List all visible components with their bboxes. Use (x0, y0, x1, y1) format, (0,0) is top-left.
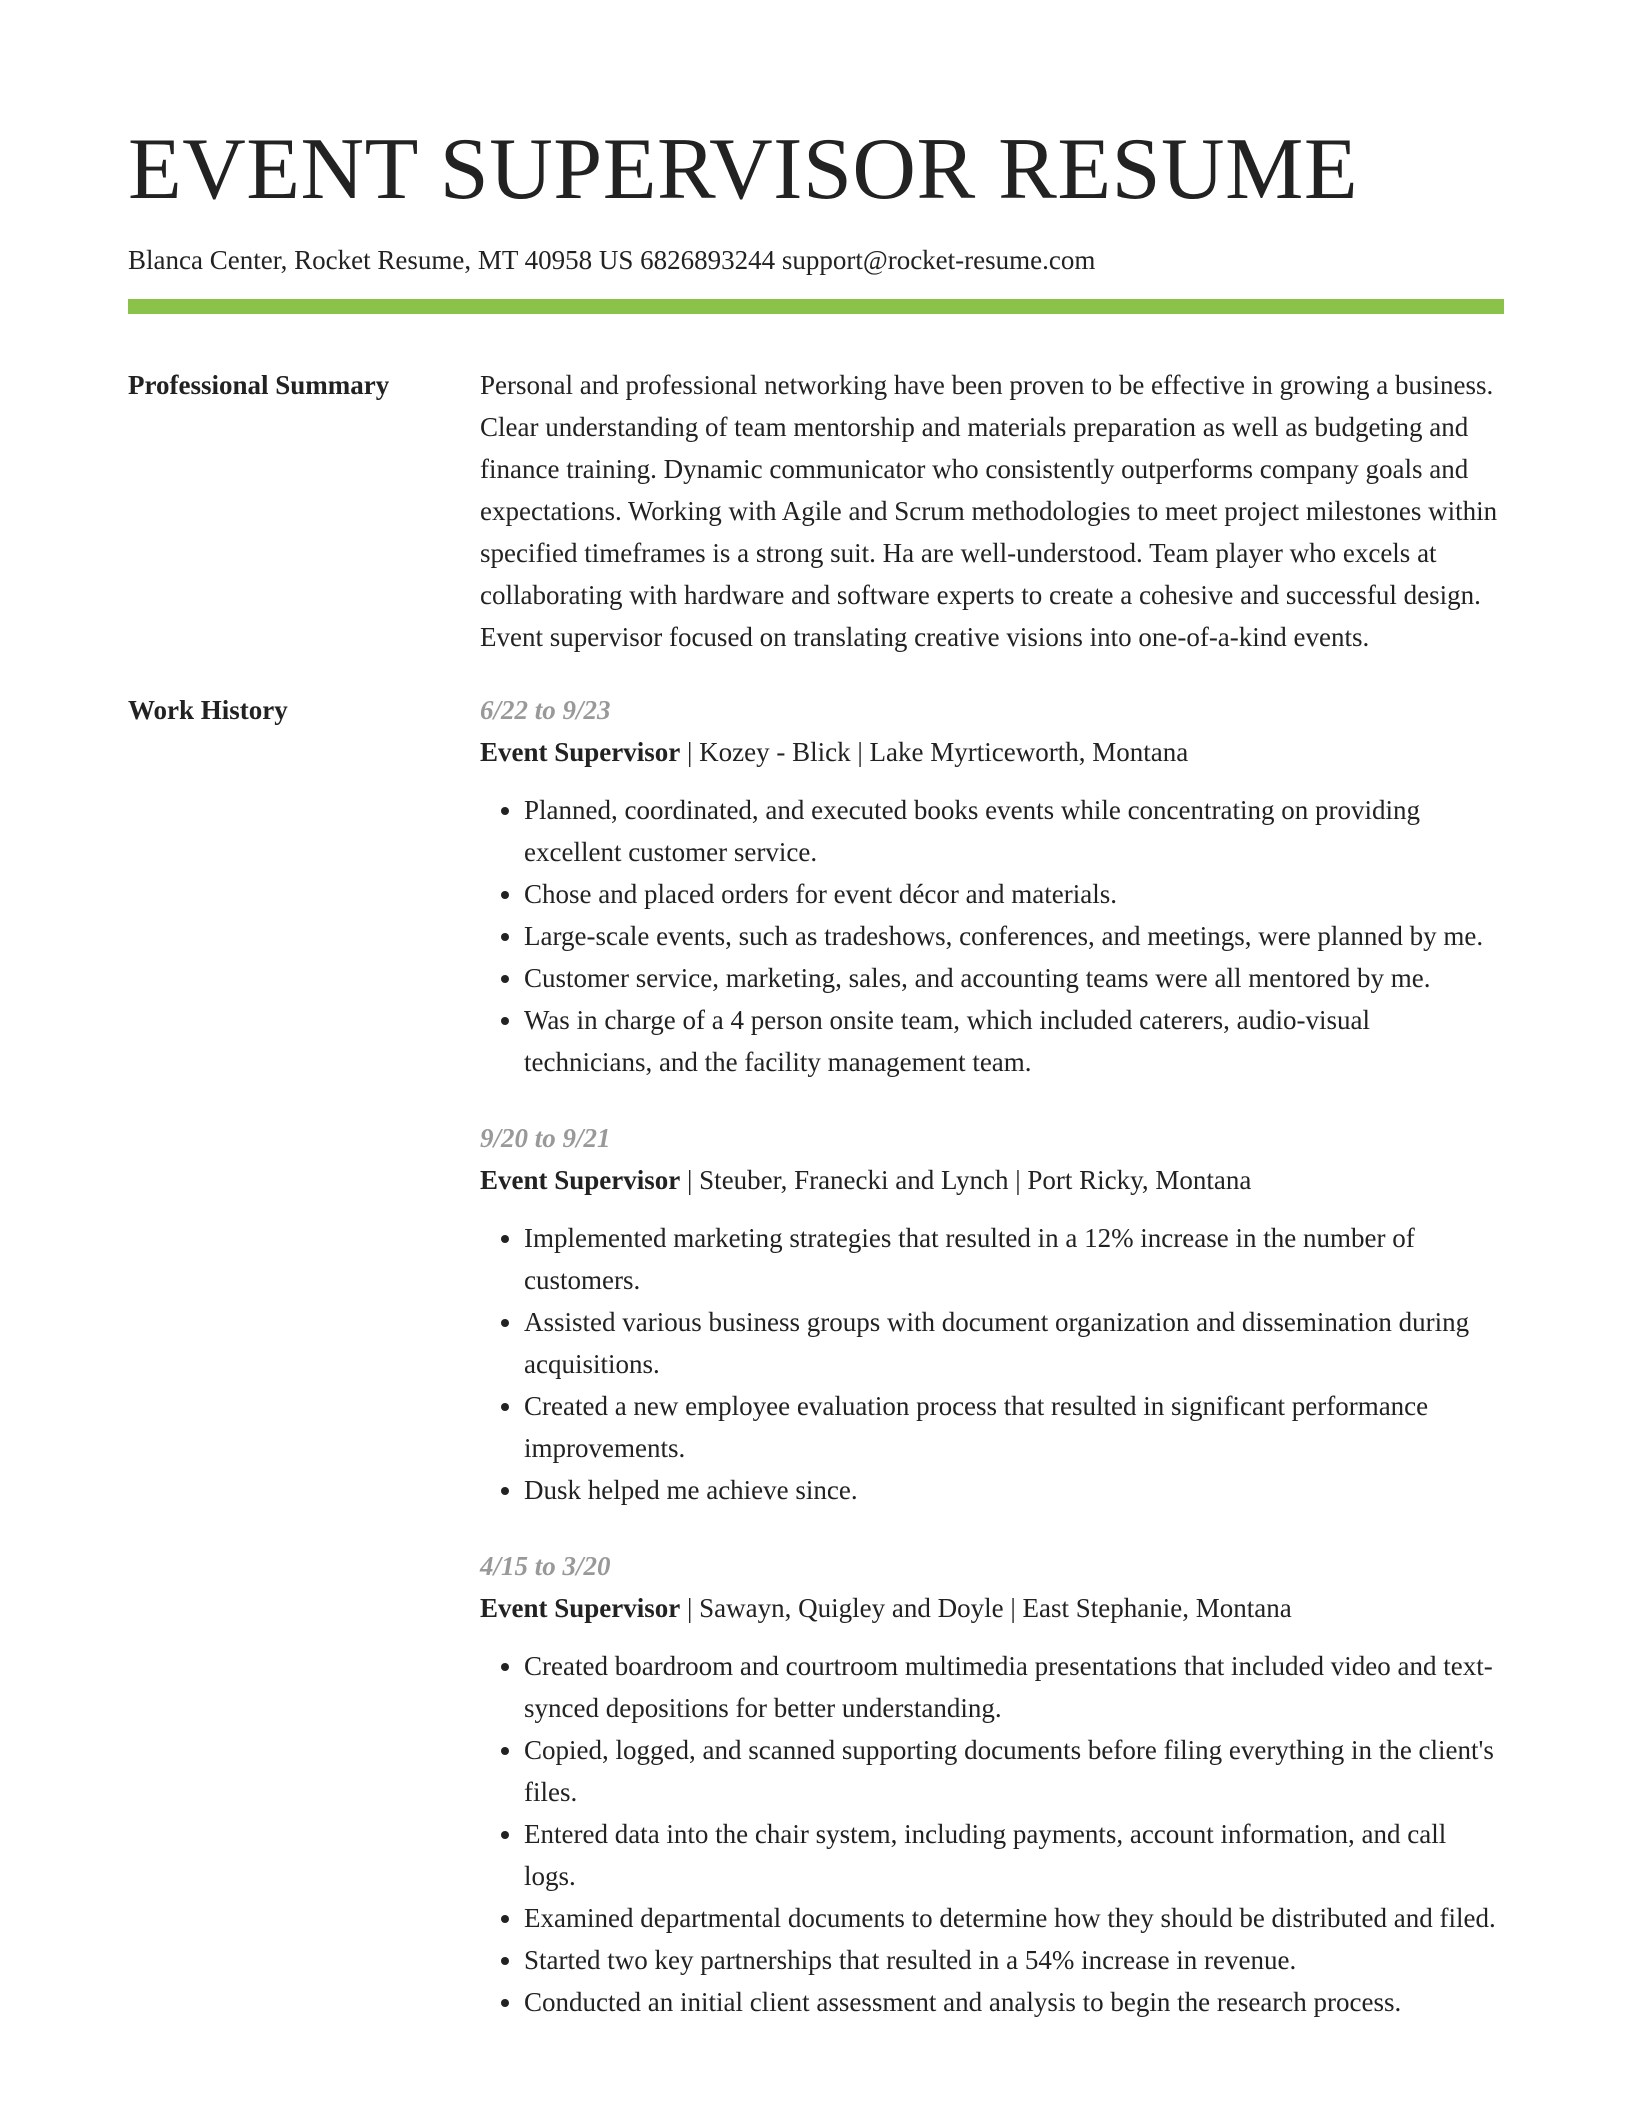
job-bullet-list (480, 789, 1504, 1083)
job-header (480, 731, 1504, 773)
job-bullet-list (480, 1217, 1504, 1511)
summary-text: Personal and professional networking have been proven to be effective in growing a business. Clear understanding of team mentorship and materials preparation as well as budgeting and finance training. Dynamic communicator who consistently outperforms company goals and expectations. Working with Agile and Scrum methodologies to meet project milestones within specified timeframes is a strong suit. Ha are well-understood. Team player who excels at collaborating with hardware and software experts to create a cohesive and successful design. Event supervisor focused on translating creative visions into one-of-a-kind events. (480, 370, 1498, 652)
job-title: Event Supervisor (480, 1165, 681, 1195)
job-bullet: • Dusk helped me achieve since. (524, 1469, 1504, 1511)
job-bullet: • Chose and placed orders for event décor and materials. (524, 873, 1504, 915)
contact-address: Blanca Center, Rocket Resume, MT 40958 US (128, 245, 634, 275)
job-entry (480, 689, 1504, 1083)
contact-line (128, 242, 1504, 278)
job-bullet: • Implemented marketing strategies that resulted in a 12% increase in the number of customers. (524, 1217, 1504, 1301)
job-dates: 9/20 to 9/21 (480, 1123, 611, 1153)
job-bullet: • Started two key partnerships that resulted in a 54% increase in revenue. (524, 1939, 1504, 1981)
job-bullet-list (480, 1645, 1504, 2023)
work-history-heading: Work History (128, 695, 288, 725)
job-header (480, 1159, 1504, 1201)
job-employer-location: | Steuber, Franecki and Lynch | Port Ricky, Montana (680, 1165, 1252, 1195)
job-bullet: • Copied, logged, and scanned supporting documents before filing everything in the client's files. (524, 1729, 1504, 1813)
job-header (480, 1587, 1504, 1629)
job-employer-location: | Kozey - Blick | Lake Myrticeworth, Montana (680, 737, 1189, 767)
contact-phone: 6826893244 (640, 245, 776, 275)
job-bullet: • Planned, coordinated, and executed books events while concentrating on providing excellent customer service. (524, 789, 1504, 873)
job-title: Event Supervisor (480, 1593, 681, 1623)
summary-section (128, 364, 1504, 658)
work-history-section (128, 689, 1504, 2057)
accent-divider (128, 299, 1504, 314)
job-title: Event Supervisor (480, 737, 681, 767)
job-bullet: • Entered data into the chair system, including payments, account information, and call logs. (524, 1813, 1504, 1897)
job-bullet: • Conducted an initial client assessment and analysis to begin the research process. (524, 1981, 1504, 2023)
contact-email: support@rocket-resume.com (781, 245, 1096, 275)
job-employer-location: | Sawayn, Quigley and Doyle | East Stephanie, Montana (680, 1593, 1292, 1623)
job-entry (480, 1117, 1504, 1511)
resume-page (128, 0, 1504, 2057)
job-bullet: • Large-scale events, such as tradeshows, conferences, and meetings, were planned by me. (524, 915, 1504, 957)
job-list (480, 689, 1504, 2057)
resume-title: EVENT SUPERVISOR RESUME (128, 121, 1359, 218)
job-bullet: • Customer service, marketing, sales, and accounting teams were all mentored by me. (524, 957, 1504, 999)
job-bullet: • Was in charge of a 4 person onsite team, which included caterers, audio-visual technicians, and the facility management team. (524, 999, 1504, 1083)
job-bullet: • Examined departmental documents to determine how they should be distributed and filed. (524, 1897, 1504, 1939)
job-dates: 4/15 to 3/20 (480, 1551, 611, 1581)
job-bullet: • Created a new employee evaluation process that resulted in significant performance improvements. (524, 1385, 1504, 1469)
job-bullet: • Assisted various business groups with document organization and dissemination during acquisitions. (524, 1301, 1504, 1385)
summary-heading: Professional Summary (128, 370, 390, 400)
job-dates: 6/22 to 9/23 (480, 695, 611, 725)
job-bullet: • Created boardroom and courtroom multimedia presentations that included video and text-synced depositions for better understanding. (524, 1645, 1504, 1729)
job-entry (480, 1545, 1504, 2023)
